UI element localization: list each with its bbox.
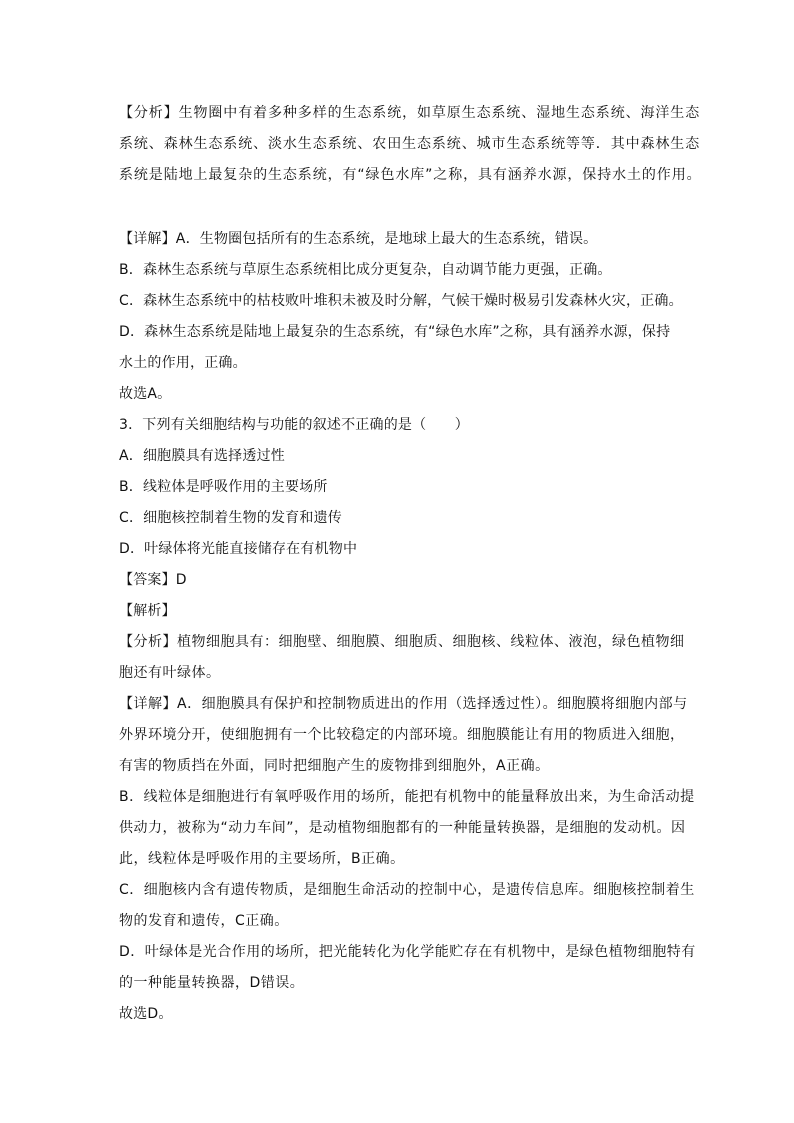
q3-detail-a-line-1: 【详解】A．细胞膜具有保护和控制物质进出的作用（选择透过性）。细胞膜将细胞内部与	[119, 696, 688, 712]
q3-option-b: B．线粒体是呼吸作用的主要场所	[119, 479, 328, 495]
q2-analysis-line-1: 【分析】生物圈中有着多种多样的生态系统，如草原生态系统、湿地生态系统、海洋生态	[119, 105, 701, 121]
q2-conclusion: 故选A。	[119, 386, 172, 402]
q3-detail-c-line-1: C．细胞核内含有遗传物质，是细胞生命活动的控制中心，是遗传信息库。细胞核控制着生	[119, 882, 695, 898]
q3-detail-c-line-2: 物的发育和遗传，C正确。	[119, 913, 289, 929]
q2-detail-line-2: B．森林生态系统与草原生态系统相比成分更复杂，自动调节能力更强，正确。	[119, 262, 612, 278]
q3-analysis-line-1: 【分析】植物细胞具有：细胞壁、细胞膜、细胞质、细胞核、线粒体、液泡，绿色植物细	[119, 634, 685, 650]
q3-detail-d-line-1: D．叶绿体是光合作用的场所，把光能转化为化学能贮存在有机物中，是绿色植物细胞特有	[119, 944, 696, 960]
q3-option-d: D．叶绿体将光能直接储存在有机物中	[119, 541, 358, 557]
q3-answer: 【答案】D	[119, 572, 187, 588]
q3-option-a: A．细胞膜具有选择透过性	[119, 448, 285, 464]
q3-explain-title: 【解析】	[119, 603, 176, 619]
q3-conclusion: 故选D。	[119, 1006, 173, 1022]
q3-stem: 3．下列有关细胞结构与功能的叙述不正确的是（ ）	[119, 417, 469, 433]
q3-detail-d-line-2: 的一种能量转换器，D错误。	[119, 975, 305, 991]
q3-detail-a-line-3: 有害的物质挡在外面，同时把细胞产生的废物排到细胞外，A正确。	[119, 758, 550, 774]
q3-detail-b-line-2: 供动力，被称为“动力车间”，是动植物细胞都有的一种能量转换器，是细胞的发动机。因	[119, 820, 686, 836]
q2-detail-line-4: D．森林生态系统是陆地上最复杂的生态系统，有“绿色水库”之称，具有涵养水源，保持	[119, 324, 671, 340]
q3-option-c: C．细胞核控制着生物的发育和遗传	[119, 510, 342, 526]
q2-detail-line-5: 水土的作用，正确。	[119, 355, 247, 371]
q2-analysis-line-3: 系统是陆地上最复杂的生态系统，有“绿色水库”之称，具有涵养水源，保持水土的作用。	[119, 167, 702, 183]
q2-detail-line-3: C．森林生态系统中的枯枝败叶堆积未被及时分解，气候干燥时极易引发森林火灾，正确。	[119, 293, 683, 309]
q3-analysis-line-2: 胞还有叶绿体。	[119, 665, 221, 681]
q3-detail-b-line-1: B．线粒体是细胞进行有氧呼吸作用的场所，能把有机物中的能量释放出来，为生命活动提	[119, 789, 695, 805]
q2-analysis-line-2: 系统、森林生态系统、淡水生态系统、农田生态系统、城市生态系统等等．其中森林生态	[119, 136, 701, 152]
q3-detail-a-line-2: 外界环境分开，使细胞拥有一个比较稳定的内部环境。细胞膜能让有用的物质进入细胞，	[119, 727, 685, 743]
q3-detail-b-line-3: 此，线粒体是呼吸作用的主要场所，B正确。	[119, 851, 405, 867]
q2-detail-line-1: 【详解】A．生物圈包括所有的生态系统，是地球上最大的生态系统，错误。	[119, 231, 598, 247]
